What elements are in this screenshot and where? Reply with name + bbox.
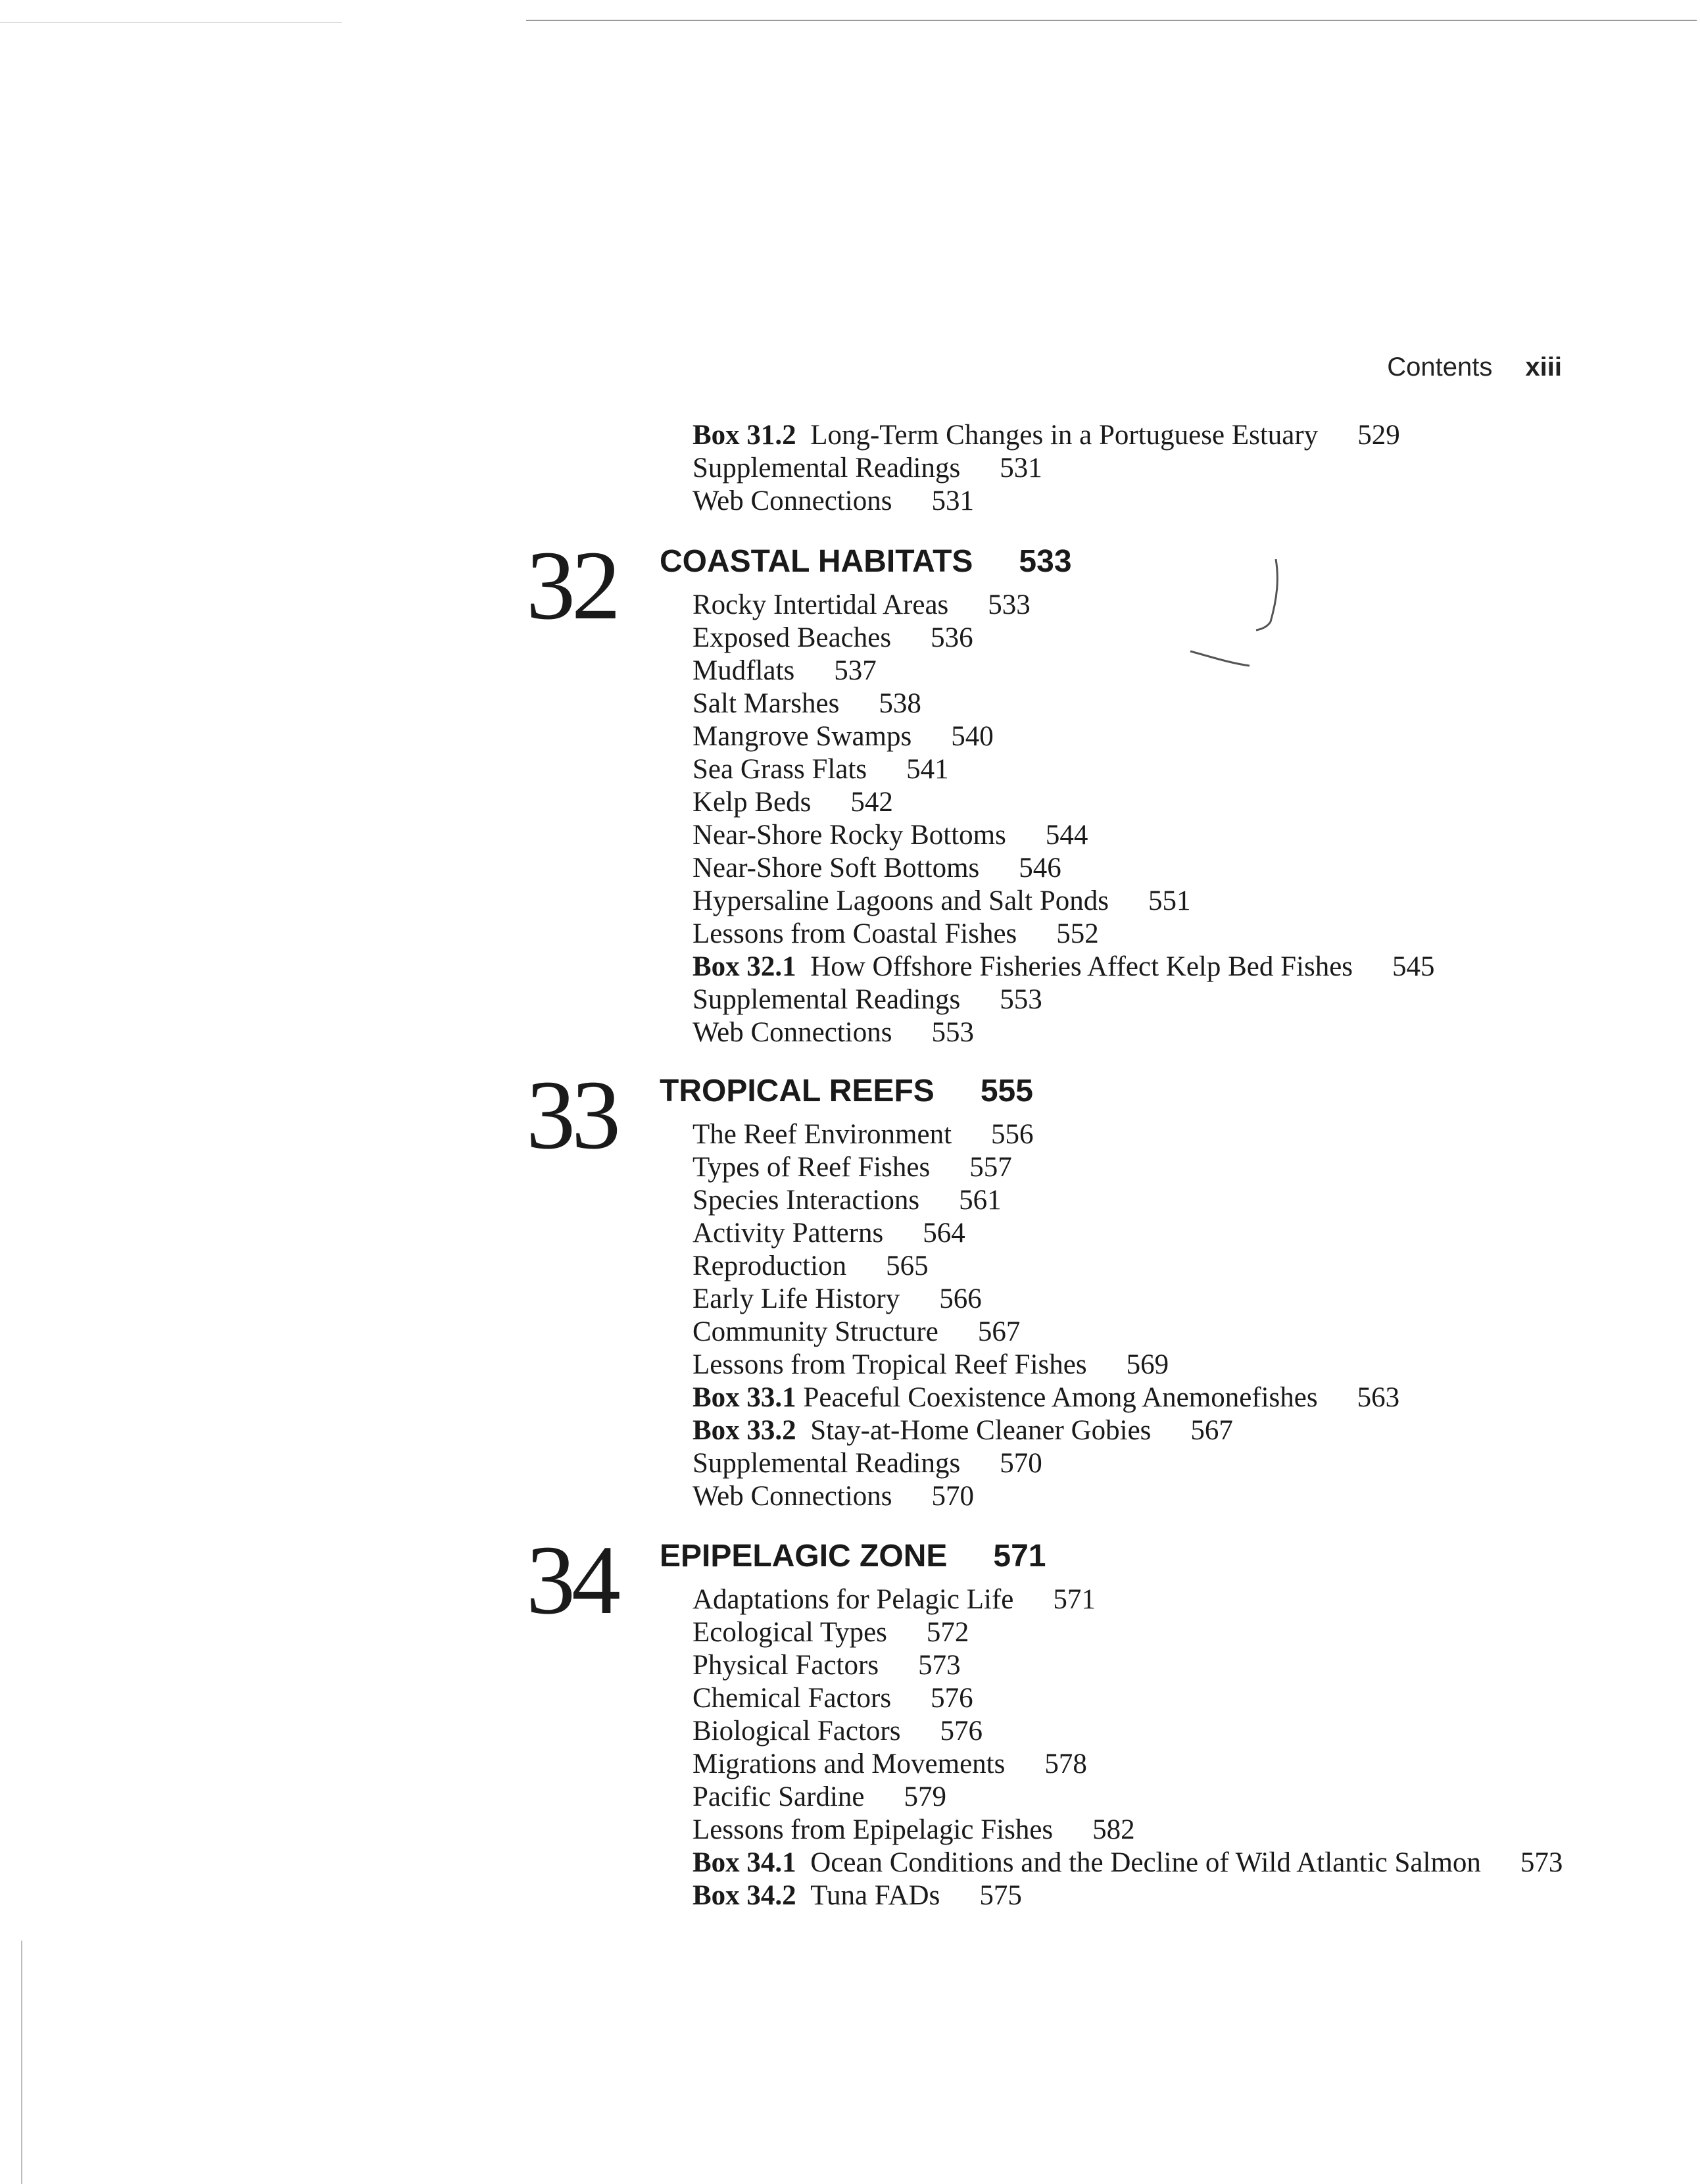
entry-title: Salt Marshes	[692, 688, 840, 719]
chapter-page: 533	[1019, 544, 1072, 579]
entry-page: 571	[1053, 1584, 1096, 1615]
toc-entry	[692, 953, 1435, 981]
toc-entry	[692, 1783, 946, 1811]
entry-title: How Offshore Fisheries Affect Kelp Bed Fishes	[810, 951, 1353, 982]
toc-entry	[692, 1153, 1012, 1181]
entry-title: Web Connections	[692, 1017, 892, 1048]
toc-entry	[692, 1684, 973, 1712]
entry-title: Ecological Types	[692, 1617, 887, 1648]
entry-page: 564	[923, 1218, 965, 1249]
entry-title: Tuna FADs	[810, 1880, 940, 1911]
toc-entry	[692, 1351, 1169, 1379]
entry-page: 573	[1520, 1847, 1563, 1878]
toc-entry	[692, 1120, 1034, 1149]
toc-entry	[692, 821, 1088, 849]
entry-title: Supplemental Readings	[692, 1448, 961, 1479]
toc-entry	[692, 1186, 1002, 1214]
box-label: Box 34.1	[692, 1847, 796, 1878]
chapter-number: 34	[526, 1526, 617, 1635]
toc-entry	[692, 1717, 983, 1745]
entry-page: 546	[1019, 853, 1061, 883]
entry-title: Mudflats	[692, 655, 795, 686]
toc-entry	[692, 1849, 1563, 1877]
toc-entry	[692, 1018, 974, 1047]
entry-page: 544	[1045, 820, 1088, 851]
toc-entry	[692, 1285, 982, 1313]
toc-entry	[692, 1750, 1087, 1778]
entry-page: 561	[959, 1185, 1002, 1216]
entry-page: 553	[1000, 984, 1042, 1015]
entry-title: Lessons from Coastal Fishes	[692, 918, 1017, 949]
entry-title: Adaptations for Pelagic Life	[692, 1584, 1014, 1615]
entry-page: 533	[988, 589, 1031, 620]
chapter-number: 32	[526, 531, 617, 640]
toc-entry	[692, 454, 1042, 482]
entry-title: Physical Factors	[692, 1650, 879, 1681]
entry-title: Peaceful Coexistence Among Anemonefishes	[803, 1382, 1318, 1413]
toc-entry	[692, 1816, 1135, 1844]
entry-title: Kelp Beds	[692, 787, 812, 818]
entry-page: 557	[969, 1152, 1012, 1183]
chapter-heading	[660, 1541, 1046, 1572]
entry-title: Hypersaline Lagoons and Salt Ponds	[692, 885, 1109, 916]
scan-edge-line	[0, 22, 342, 23]
entry-page: 531	[931, 485, 974, 516]
entry-title: Web Connections	[692, 485, 892, 516]
entry-page: 536	[931, 622, 973, 653]
toc-entry	[692, 591, 1031, 619]
entry-title: Exposed Beaches	[692, 622, 892, 653]
entry-title: Supplemental Readings	[692, 453, 961, 484]
entry-title: Types of Reef Fishes	[692, 1152, 931, 1183]
entry-page: 556	[991, 1119, 1034, 1150]
entry-page: 576	[931, 1683, 973, 1714]
chapter-heading	[660, 1076, 1033, 1107]
entry-page: 541	[906, 754, 949, 785]
toc-entry	[692, 788, 893, 816]
entry-title: Pacific Sardine	[692, 1781, 865, 1812]
toc-entry	[692, 1318, 1020, 1346]
toc-entry	[692, 1651, 961, 1679]
toc-entry	[692, 1618, 969, 1647]
toc-entry	[692, 1449, 1042, 1477]
entry-page: 563	[1357, 1382, 1400, 1413]
toc-entry	[692, 421, 1400, 449]
header-section-label: Contents	[1387, 353, 1493, 382]
chapter-page: 571	[993, 1539, 1046, 1574]
entry-page: 545	[1392, 951, 1435, 982]
entry-page: 540	[951, 721, 994, 752]
entry-title: Mangrove Swamps	[692, 721, 912, 752]
chapter-title: EPIPELAGIC ZONE	[660, 1539, 948, 1574]
entry-page: 542	[850, 787, 893, 818]
box-label: Box 32.1	[692, 951, 796, 982]
entry-title: Stay-at-Home Cleaner Gobies	[810, 1415, 1152, 1446]
entry-title: Web Connections	[692, 1481, 892, 1512]
box-label: Box 33.2	[692, 1415, 796, 1446]
toc-entry	[692, 1383, 1399, 1412]
toc-entry	[692, 624, 973, 652]
page-folio: xiii	[1525, 353, 1562, 382]
entry-page: 531	[1000, 453, 1042, 484]
entry-title: Community Structure	[692, 1316, 938, 1347]
entry-title: Lessons from Epipelagic Fishes	[692, 1814, 1054, 1845]
entry-title: Migrations and Movements	[692, 1749, 1006, 1779]
chapter-title: COASTAL HABITATS	[660, 544, 973, 579]
entry-title: Sea Grass Flats	[692, 754, 867, 785]
entry-page: 570	[931, 1481, 974, 1512]
entry-title: Rocky Intertidal Areas	[692, 589, 949, 620]
entry-page: 576	[940, 1716, 983, 1747]
entry-page: 537	[834, 655, 877, 686]
entry-page: 552	[1056, 918, 1099, 949]
chapter-heading	[660, 546, 1072, 578]
toc-entry	[692, 722, 994, 751]
toc-entry	[692, 689, 921, 718]
entry-title: Supplemental Readings	[692, 984, 961, 1015]
entry-page: 572	[926, 1617, 969, 1648]
entry-title: Early Life History	[692, 1283, 900, 1314]
box-label: Box 31.2	[692, 420, 796, 451]
chapter-title: TROPICAL REEFS	[660, 1074, 935, 1108]
entry-page: 569	[1126, 1349, 1169, 1380]
entry-title: Lessons from Tropical Reef Fishes	[692, 1349, 1087, 1380]
toc-entry	[692, 920, 1099, 948]
entry-page: 529	[1357, 420, 1400, 451]
toc-entry	[692, 657, 877, 685]
entry-page: 573	[918, 1650, 961, 1681]
toc-entry	[692, 1585, 1096, 1614]
entry-page: 551	[1148, 885, 1191, 916]
entry-title: Long-Term Changes in a Portuguese Estuary	[810, 420, 1319, 451]
entry-page: 570	[1000, 1448, 1042, 1479]
toc-entry	[692, 985, 1042, 1014]
entry-page: 566	[939, 1283, 982, 1314]
entry-page: 538	[879, 688, 921, 719]
entry-page: 575	[979, 1880, 1022, 1911]
entry-page: 565	[886, 1251, 929, 1281]
chapter-number: 33	[526, 1060, 617, 1170]
toc-entry	[692, 854, 1061, 882]
running-header	[1387, 353, 1562, 382]
toc-entry	[692, 1252, 929, 1280]
toc-entry	[692, 755, 949, 783]
entry-title: Species Interactions	[692, 1185, 920, 1216]
entry-page: 578	[1044, 1749, 1087, 1779]
toc-entry	[692, 1416, 1233, 1445]
box-label: Box 33.1	[692, 1382, 796, 1413]
entry-title: Ocean Conditions and the Decline of Wild Atlantic Salmon	[810, 1847, 1481, 1878]
toc-entry	[692, 487, 974, 515]
toc-entry	[692, 1482, 974, 1510]
entry-page: 582	[1092, 1814, 1135, 1845]
entry-page: 579	[904, 1781, 946, 1812]
entry-title: The Reef Environment	[692, 1119, 952, 1150]
toc-entry	[692, 1881, 1022, 1910]
scan-top-rule	[526, 20, 1697, 21]
entry-title: Reproduction	[692, 1251, 847, 1281]
entry-title: Near-Shore Soft Bottoms	[692, 853, 980, 883]
toc-entry	[692, 1219, 965, 1247]
chapter-page: 555	[980, 1074, 1033, 1108]
entry-title: Biological Factors	[692, 1716, 901, 1747]
scan-left-edge	[21, 1941, 22, 2184]
box-label: Box 34.2	[692, 1880, 796, 1911]
entry-page: 567	[977, 1316, 1021, 1347]
entry-title: Chemical Factors	[692, 1683, 892, 1714]
pencil-mark	[1184, 553, 1302, 684]
entry-title: Activity Patterns	[692, 1218, 884, 1249]
entry-page: 553	[931, 1017, 974, 1048]
toc-entry	[692, 887, 1190, 915]
entry-page: 567	[1190, 1415, 1233, 1446]
entry-title: Near-Shore Rocky Bottoms	[692, 820, 1006, 851]
